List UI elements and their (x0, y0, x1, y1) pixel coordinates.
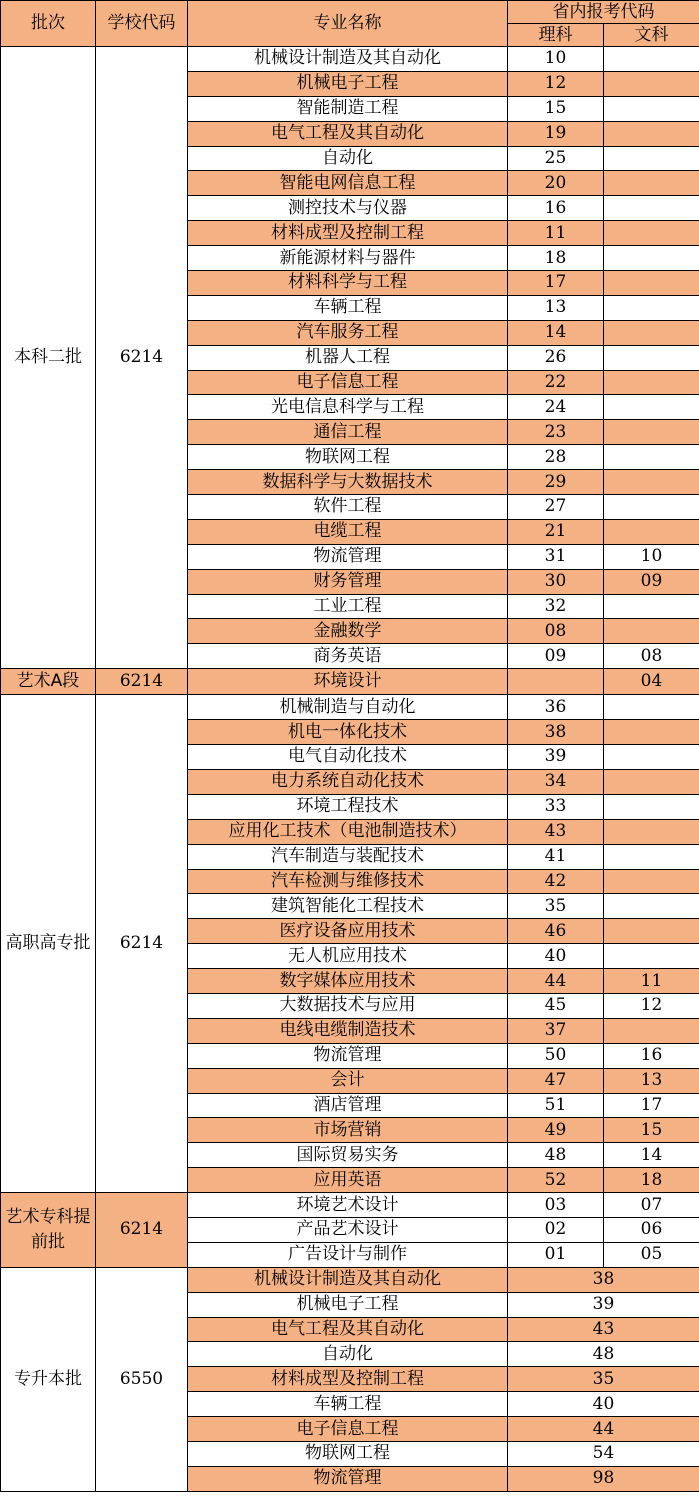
major-cell: 财务管理 (188, 569, 508, 594)
major-cell: 医疗设备应用技术 (188, 919, 508, 944)
major-cell: 应用英语 (188, 1168, 508, 1193)
arts-code-cell (604, 171, 699, 196)
arts-code-cell: 15 (604, 1118, 699, 1143)
major-cell: 自动化 (188, 146, 508, 171)
science-code-cell: 01 (508, 1242, 604, 1267)
science-code-cell: 39 (508, 745, 604, 770)
science-code-cell: 41 (508, 844, 604, 869)
major-cell: 机械设计制造及其自动化 (188, 1267, 508, 1292)
arts-code-cell (604, 320, 699, 345)
school-code-cell: 6214 (96, 47, 188, 669)
arts-code-cell (604, 844, 699, 869)
science-code-cell: 47 (508, 1068, 604, 1093)
arts-code-cell (604, 445, 699, 470)
header-science: 理科 (508, 24, 604, 47)
arts-code-cell (604, 944, 699, 969)
code-merged-cell: 35 (508, 1367, 699, 1392)
major-cell: 电气自动化技术 (188, 745, 508, 770)
major-cell: 电线电缆制造技术 (188, 1018, 508, 1043)
science-code-cell: 10 (508, 47, 604, 72)
arts-code-cell (604, 271, 699, 296)
science-code-cell: 21 (508, 519, 604, 544)
code-merged-cell: 44 (508, 1417, 699, 1442)
major-cell: 材料科学与工程 (188, 271, 508, 296)
major-cell: 车辆工程 (188, 295, 508, 320)
arts-code-cell (604, 146, 699, 171)
batch-cell: 艺术专科提前批 (1, 1193, 96, 1268)
arts-code-cell: 10 (604, 544, 699, 569)
arts-code-cell (604, 420, 699, 445)
major-cell: 大数据技术与应用 (188, 993, 508, 1018)
arts-code-cell (604, 295, 699, 320)
science-code-cell: 52 (508, 1168, 604, 1193)
major-cell: 数据科学与大数据技术 (188, 470, 508, 495)
header-major: 专业名称 (188, 1, 508, 47)
header-batch: 批次 (1, 1, 96, 47)
major-cell: 软件工程 (188, 495, 508, 520)
major-cell: 材料成型及控制工程 (188, 1367, 508, 1392)
table-row (1, 1193, 699, 1218)
header-school-code: 学校代码 (96, 1, 188, 47)
major-cell: 建筑智能化工程技术 (188, 894, 508, 919)
major-cell: 机械电子工程 (188, 71, 508, 96)
arts-code-cell: 17 (604, 1093, 699, 1118)
arts-code-cell: 05 (604, 1242, 699, 1267)
major-cell: 产品艺术设计 (188, 1217, 508, 1242)
major-cell: 机器人工程 (188, 345, 508, 370)
science-code-cell: 45 (508, 993, 604, 1018)
science-code-cell (508, 669, 604, 695)
science-code-cell: 27 (508, 495, 604, 520)
major-cell: 机械设计制造及其自动化 (188, 47, 508, 72)
science-code-cell: 44 (508, 969, 604, 994)
arts-code-cell (604, 745, 699, 770)
science-code-cell: 37 (508, 1018, 604, 1043)
science-code-cell: 33 (508, 794, 604, 819)
table-body (1, 47, 699, 1492)
major-cell: 应用化工技术（电池制造技术） (188, 819, 508, 844)
arts-code-cell: 18 (604, 1168, 699, 1193)
major-cell: 物流管理 (188, 1043, 508, 1068)
code-merged-cell: 38 (508, 1267, 699, 1292)
arts-code-cell (604, 96, 699, 121)
science-code-cell: 50 (508, 1043, 604, 1068)
arts-code-cell (604, 869, 699, 894)
arts-code-cell: 11 (604, 969, 699, 994)
science-code-cell: 02 (508, 1217, 604, 1242)
science-code-cell: 30 (508, 569, 604, 594)
major-cell: 电力系统自动化技术 (188, 769, 508, 794)
arts-code-cell: 08 (604, 644, 699, 669)
table-row (1, 47, 699, 72)
school-code-cell: 6214 (96, 669, 188, 695)
science-code-cell: 46 (508, 919, 604, 944)
science-code-cell: 08 (508, 619, 604, 644)
arts-code-cell (604, 919, 699, 944)
science-code-cell: 18 (508, 246, 604, 271)
arts-code-cell: 07 (604, 1193, 699, 1218)
arts-code-cell (604, 345, 699, 370)
batch-cell: 专升本批 (1, 1267, 96, 1491)
science-code-cell: 48 (508, 1143, 604, 1168)
arts-code-cell (604, 695, 699, 720)
arts-code-cell (604, 370, 699, 395)
arts-code-cell: 13 (604, 1068, 699, 1093)
major-cell: 环境设计 (188, 669, 508, 695)
science-code-cell: 36 (508, 695, 604, 720)
major-cell: 机械制造与自动化 (188, 695, 508, 720)
major-cell: 金融数学 (188, 619, 508, 644)
science-code-cell: 13 (508, 295, 604, 320)
science-code-cell: 26 (508, 345, 604, 370)
major-cell: 工业工程 (188, 594, 508, 619)
code-merged-cell: 98 (508, 1466, 699, 1491)
school-code-cell: 6214 (96, 1193, 188, 1268)
arts-code-cell (604, 594, 699, 619)
arts-code-cell (604, 71, 699, 96)
science-code-cell: 35 (508, 894, 604, 919)
arts-code-cell: 12 (604, 993, 699, 1018)
science-code-cell: 12 (508, 71, 604, 96)
code-merged-cell: 43 (508, 1317, 699, 1342)
major-cell: 智能制造工程 (188, 96, 508, 121)
science-code-cell: 25 (508, 146, 604, 171)
major-cell: 物流管理 (188, 544, 508, 569)
header-province-code: 省内报考代码 (508, 1, 699, 24)
school-code-cell: 6550 (96, 1267, 188, 1491)
science-code-cell: 03 (508, 1193, 604, 1218)
arts-code-cell (604, 221, 699, 246)
major-cell: 机械电子工程 (188, 1292, 508, 1317)
arts-code-cell: 14 (604, 1143, 699, 1168)
major-cell: 会计 (188, 1068, 508, 1093)
science-code-cell: 11 (508, 221, 604, 246)
major-cell: 汽车服务工程 (188, 320, 508, 345)
arts-code-cell (604, 495, 699, 520)
major-cell: 汽车制造与装配技术 (188, 844, 508, 869)
arts-code-cell (604, 769, 699, 794)
science-code-cell: 23 (508, 420, 604, 445)
science-code-cell: 24 (508, 395, 604, 420)
table-row (1, 1267, 699, 1292)
code-merged-cell: 40 (508, 1392, 699, 1417)
science-code-cell: 14 (508, 320, 604, 345)
major-cell: 材料成型及控制工程 (188, 221, 508, 246)
major-cell: 电气工程及其自动化 (188, 121, 508, 146)
table-row (1, 669, 699, 695)
science-code-cell: 42 (508, 869, 604, 894)
major-cell: 商务英语 (188, 644, 508, 669)
major-cell: 数字媒体应用技术 (188, 969, 508, 994)
arts-code-cell (604, 246, 699, 271)
major-cell: 市场营销 (188, 1118, 508, 1143)
science-code-cell: 49 (508, 1118, 604, 1143)
science-code-cell: 34 (508, 769, 604, 794)
major-cell: 物联网工程 (188, 1441, 508, 1466)
major-cell: 车辆工程 (188, 1392, 508, 1417)
major-cell: 国际贸易实务 (188, 1143, 508, 1168)
arts-code-cell (604, 47, 699, 72)
science-code-cell: 40 (508, 944, 604, 969)
science-code-cell: 38 (508, 720, 604, 745)
arts-code-cell (604, 794, 699, 819)
major-cell: 光电信息科学与工程 (188, 395, 508, 420)
major-cell: 物流管理 (188, 1466, 508, 1491)
arts-code-cell (604, 720, 699, 745)
science-code-cell: 22 (508, 370, 604, 395)
major-cell: 广告设计与制作 (188, 1242, 508, 1267)
arts-code-cell (604, 1018, 699, 1043)
major-cell: 无人机应用技术 (188, 944, 508, 969)
major-cell: 通信工程 (188, 420, 508, 445)
science-code-cell: 28 (508, 445, 604, 470)
school-code-cell: 6214 (96, 695, 188, 1193)
arts-code-cell: 06 (604, 1217, 699, 1242)
science-code-cell: 51 (508, 1093, 604, 1118)
arts-code-cell: 16 (604, 1043, 699, 1068)
arts-code-cell (604, 619, 699, 644)
arts-code-cell (604, 196, 699, 221)
major-cell: 新能源材料与器件 (188, 246, 508, 271)
science-code-cell: 09 (508, 644, 604, 669)
major-cell: 电子信息工程 (188, 370, 508, 395)
arts-code-cell (604, 470, 699, 495)
arts-code-cell (604, 894, 699, 919)
arts-code-cell: 09 (604, 569, 699, 594)
major-cell: 环境工程技术 (188, 794, 508, 819)
major-cell: 智能电网信息工程 (188, 171, 508, 196)
table-row (1, 695, 699, 720)
major-cell: 环境艺术设计 (188, 1193, 508, 1218)
major-cell: 电缆工程 (188, 519, 508, 544)
science-code-cell: 29 (508, 470, 604, 495)
batch-cell: 高职高专批 (1, 695, 96, 1193)
code-merged-cell: 48 (508, 1342, 699, 1367)
science-code-cell: 16 (508, 196, 604, 221)
code-merged-cell: 39 (508, 1292, 699, 1317)
arts-code-cell: 04 (604, 669, 699, 695)
science-code-cell: 15 (508, 96, 604, 121)
science-code-cell: 17 (508, 271, 604, 296)
major-cell: 电子信息工程 (188, 1417, 508, 1442)
arts-code-cell (604, 819, 699, 844)
arts-code-cell (604, 121, 699, 146)
science-code-cell: 32 (508, 594, 604, 619)
major-cell: 物联网工程 (188, 445, 508, 470)
major-cell: 自动化 (188, 1342, 508, 1367)
science-code-cell: 31 (508, 544, 604, 569)
header-arts: 文科 (604, 24, 699, 47)
batch-cell: 艺术A段 (1, 669, 96, 695)
batch-cell: 本科二批 (1, 47, 96, 669)
science-code-cell: 20 (508, 171, 604, 196)
science-code-cell: 19 (508, 121, 604, 146)
major-cell: 机电一体化技术 (188, 720, 508, 745)
major-cell: 测控技术与仪器 (188, 196, 508, 221)
major-cell: 汽车检测与维修技术 (188, 869, 508, 894)
code-merged-cell: 54 (508, 1441, 699, 1466)
arts-code-cell (604, 395, 699, 420)
arts-code-cell (604, 519, 699, 544)
science-code-cell: 43 (508, 819, 604, 844)
major-cell: 电气工程及其自动化 (188, 1317, 508, 1342)
major-cell: 酒店管理 (188, 1093, 508, 1118)
